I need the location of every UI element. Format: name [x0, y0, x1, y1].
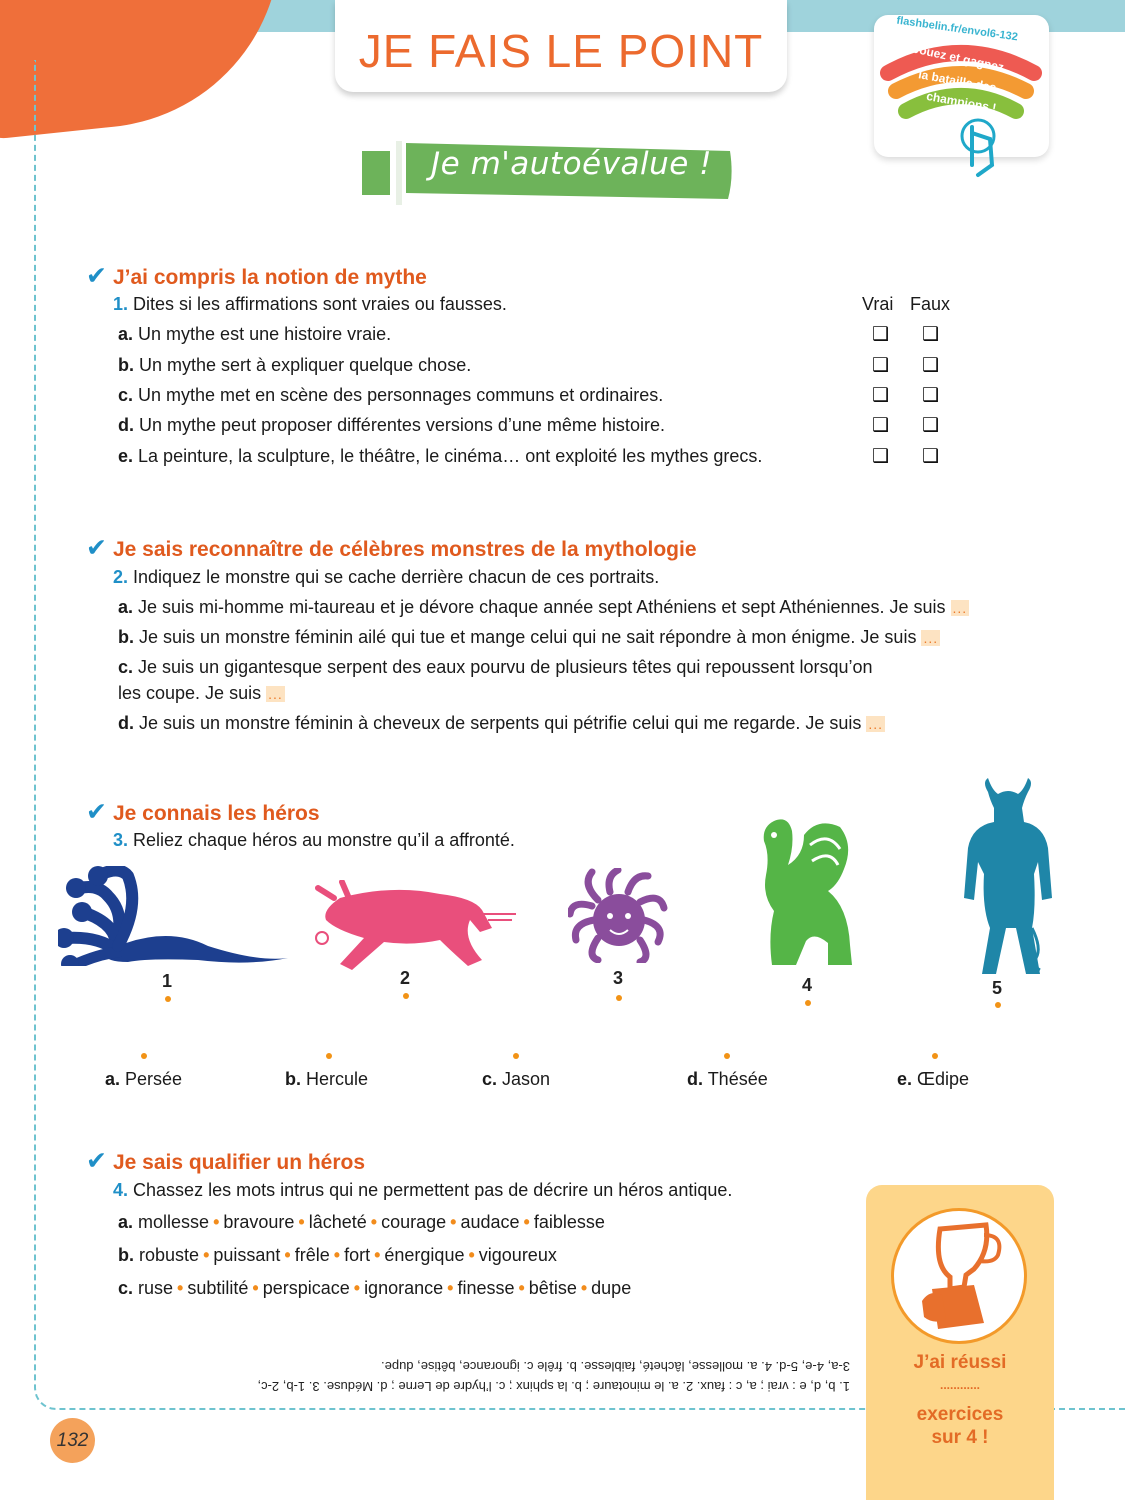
page-number: 132 [50, 1418, 95, 1463]
q2-item-c: c. Je suis un gigantesque serpent des eaux pourvu de plusieurs têtes qui repoussent lorsqu’on [118, 657, 873, 677]
monster-number-2: 2 [400, 968, 411, 988]
q2-item-d: d. Je suis un monstre féminin à cheveux de serpents qui pétrifie celui qui me regarde. Je suis ... [118, 713, 884, 733]
checkbox-b-faux[interactable]: ❑ [922, 355, 940, 376]
checkbox-c-faux[interactable]: ❑ [922, 385, 940, 406]
monster-number-5: 5 [992, 978, 1003, 998]
q4-row-b: b. robuste • puissant • frêle • fort • énergique • vigoureux [118, 1245, 557, 1265]
connect-dot-monster-2[interactable] [403, 993, 409, 999]
checkbox-d-vrai[interactable]: ❑ [872, 415, 890, 436]
check-icon: ✔ [86, 1147, 107, 1175]
score-line-1: J’ai réussi [913, 1352, 1007, 1373]
section-1-title: J’ai compris la notion de mythe [112, 266, 427, 289]
check-icon: ✔ [86, 534, 107, 562]
hero-c: c. Jason [482, 1069, 551, 1089]
q1-prompt: 1. Dites si les affirmations sont vraies ou fausses. [113, 294, 507, 314]
medusa-icon [568, 868, 670, 963]
minotaur-icon [962, 778, 1054, 978]
section-2-heading [86, 533, 697, 563]
connect-dot-hero-b[interactable] [326, 1053, 332, 1059]
q2-item-a: a. Je suis mi-homme mi-taureau et je dévore chaque année sept Athéniens et sept Athéniennes. Je suis ... [118, 597, 968, 617]
checkbox-c-vrai[interactable]: ❑ [872, 385, 890, 406]
q4-row-a: a. mollesse • bravoure • lâcheté • courage • audace • faiblesse [118, 1212, 605, 1232]
connect-dot-hero-c[interactable] [513, 1053, 519, 1059]
q1-item-d: d. Un mythe peut proposer différentes versions d’une même histoire. [118, 415, 665, 435]
promo-url[interactable]: flashbelin.fr/envol6-132 [895, 14, 1019, 44]
promo-card[interactable] [874, 15, 1049, 157]
answer-blank[interactable]: ... [268, 686, 283, 702]
hero-e: e. Œdipe [897, 1069, 970, 1089]
trophy-badge [891, 1208, 1027, 1344]
bull-icon [312, 880, 517, 972]
q2-item-b: b. Je suis un monstre féminin ailé qui tue et mange celui qui ne sait répondre à mon énigme. Je suis ... [118, 627, 939, 647]
connect-dot-monster-4[interactable] [805, 1000, 811, 1006]
score-line-2: exercices [916, 1404, 1004, 1425]
connect-dot-monster-1[interactable] [165, 996, 171, 1002]
ribbon-label: Je m'autoévalue ! [431, 146, 713, 182]
connect-dot-hero-d[interactable] [724, 1053, 730, 1059]
hydra-icon [58, 866, 290, 966]
checkbox-b-vrai[interactable]: ❑ [872, 355, 890, 376]
hero-d: d. Thésée [687, 1069, 768, 1089]
section-4-title: Je sais qualifier un héros [112, 1151, 366, 1174]
monster-number-1: 1 [162, 971, 173, 991]
score-blank[interactable]: ............ [939, 1378, 980, 1392]
section-4-heading [86, 1146, 365, 1176]
checkbox-a-faux[interactable]: ❑ [922, 324, 940, 345]
monster-number-4: 4 [802, 975, 813, 995]
upside-down-answers [200, 1356, 850, 1396]
answers-line-2: 3-a, 4-e, 5-d. 4. a. mollesse, lâcheté, faiblesse. b. frêle c. ignorance, bêtise, dupe. [381, 1359, 850, 1374]
checkbox-e-faux[interactable]: ❑ [922, 446, 940, 467]
q1-item-e: e. La peinture, la sculpture, le théâtre, le cinéma… ont exploité les mythes grecs. [118, 446, 763, 466]
q2-prompt: 2. Indiquez le monstre qui se cache derrière chacun de ces portraits. [113, 567, 660, 587]
connect-dot-hero-a[interactable] [141, 1053, 147, 1059]
trophy-icon [894, 1211, 1024, 1341]
title-card [335, 0, 787, 92]
monster-number-3: 3 [613, 968, 624, 988]
answer-blank[interactable]: ... [923, 630, 939, 646]
q2-item-c-cont: les coupe. Je suis ... [118, 683, 283, 703]
hero-b: b. Hercule [285, 1069, 369, 1089]
answers-line-1: 1. b, d, e : vrai ; a, c : faux. 2. a. le minotaure ; b. la sphinx ; c. l’hydre de Lerne ; d. Méduse. 3. 1-b, 2-c, [257, 1379, 850, 1394]
section-2-title: Je sais reconnaître de célèbres monstres de la mythologie [112, 538, 697, 561]
checkbox-a-vrai[interactable]: ❑ [872, 324, 890, 345]
checkbox-d-faux[interactable]: ❑ [922, 415, 940, 436]
q1-item-b: b. Un mythe sert à expliquer quelque chose. [118, 355, 472, 375]
section-3-heading [86, 797, 320, 827]
check-icon: ✔ [86, 262, 107, 290]
q4-row-c: c. ruse • subtilité • perspicace • ignorance • finesse • bêtise • dupe [118, 1278, 632, 1298]
hero-a: a. Persée [105, 1069, 183, 1089]
col-faux: Faux [910, 294, 951, 314]
section-1-heading [86, 261, 427, 291]
connect-dot-monster-5[interactable] [995, 1002, 1001, 1008]
answer-blank[interactable]: ... [868, 716, 884, 732]
connect-dot-hero-e[interactable] [932, 1053, 938, 1059]
promo-line-3: champions ! [925, 88, 998, 116]
col-vrai: Vrai [862, 294, 894, 314]
page-title: JE FAIS LE POINT [358, 25, 764, 77]
q1-item-a: a. Un mythe est une histoire vraie. [118, 324, 392, 344]
section-3-title: Je connais les héros [112, 802, 320, 825]
check-icon: ✔ [86, 798, 107, 826]
answer-blank[interactable]: ... [952, 600, 968, 616]
promo-line-1: Jouez et gagnez [911, 41, 1006, 75]
promo-line-2: la bataille des [917, 67, 998, 95]
q1-item-c: c. Un mythe met en scène des personnages communs et ordinaires. [118, 385, 664, 405]
connect-dot-monster-3[interactable] [616, 995, 622, 1001]
checkbox-e-vrai[interactable]: ❑ [872, 446, 890, 467]
q4-prompt: 4. Chassez les mots intrus qui ne permettent pas de décrire un héros antique. [113, 1180, 733, 1200]
q3-prompt: 3. Reliez chaque héros au monstre qu’il a affronté. [113, 830, 515, 850]
sphinx-icon [748, 815, 856, 970]
score-line-3: sur 4 ! [931, 1427, 989, 1448]
